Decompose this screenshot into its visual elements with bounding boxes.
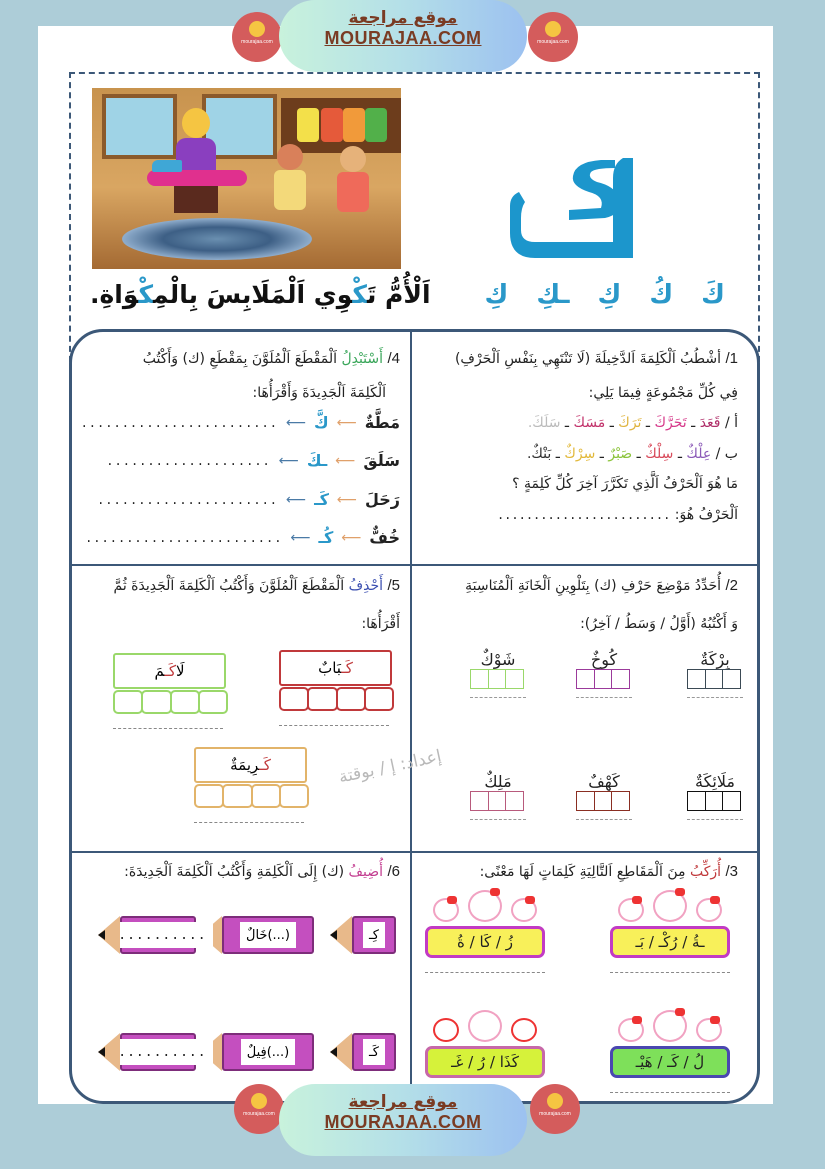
ex1-answer-label: اَلْحَرْفُ هُوَ: — [674, 506, 738, 523]
ex4-rows-1-syllable: ـكَ — [306, 451, 328, 471]
header-sentence-parts-0: اَلْأُمُّ تَ — [366, 280, 431, 309]
ex1-answer-blank: ........................ — [496, 507, 671, 522]
grid-divider-vertical — [410, 330, 412, 1102]
exercise-4-row[interactable] — [95, 446, 400, 476]
exercise-2-word[interactable] — [468, 650, 528, 698]
author-watermark: إعداد: إ / بوقتة — [337, 746, 444, 788]
ex3-plates-1-text: زُ / كَا / ةُ — [425, 926, 545, 958]
ex2-title: أُحَدِّدُ مَوْضِعَ حَرْفِ (ك) بِتَلْوِينِ اَلْخَانَةِ اَلْمُنَاسِبَةِ — [465, 578, 722, 594]
ex6-rows-0-word: (...)خَالٌ — [240, 922, 296, 948]
ex6-rows-1-blank: ........... — [103, 1039, 212, 1065]
ex6-rows-1-word: (...)فِيلٌ — [241, 1039, 296, 1065]
letter-boxes — [685, 669, 745, 689]
site-banner-top[interactable] — [279, 0, 527, 72]
ex5-cards-1-pre: لَا — [175, 662, 185, 680]
iron-icon — [152, 160, 182, 172]
exercise-3-plate[interactable] — [425, 898, 545, 963]
exercise-2-word[interactable] — [685, 650, 745, 698]
header-sentence-parts-2: وِي اَلْمَلَابِسَ بِالْمِ — [153, 280, 353, 309]
ex5-title-num: 5/ — [387, 577, 400, 594]
ex4-rows-0-blank: ........................ — [80, 415, 278, 430]
header-letter-forms-0: كَ — [701, 280, 725, 310]
book-icon — [547, 1093, 563, 1109]
exercise-3-plate[interactable] — [610, 1018, 730, 1083]
ex1-line2: فِي كُلِّ مَجْمُوعَةٍ فِيمَا يَلِي: — [588, 384, 738, 401]
ex2-words-0-text: بِرْكَةٌ — [700, 650, 730, 669]
site-banner-domain: MOURAJAA.COM — [324, 1112, 482, 1132]
ex4-verb: أَسْتَبْدِلُ — [341, 351, 384, 367]
site-logo-left[interactable] — [232, 12, 282, 62]
exercise-2-word[interactable] — [468, 772, 528, 820]
pencil-word — [200, 916, 314, 954]
exercise-3 — [420, 858, 738, 887]
exercise-2 — [420, 572, 738, 637]
arrow-left-icon: ⟵ — [278, 453, 299, 470]
site-banner-logo-caption-en: mourajaa.com — [241, 39, 273, 45]
letter-boxes — [468, 791, 528, 811]
site-banner-domain: MOURAJAA.COM — [324, 28, 482, 48]
ex2-words-1-text: كُوخٌ — [590, 650, 618, 669]
grid-divider-row1 — [70, 564, 760, 566]
pencil-answer-input[interactable] — [98, 1033, 207, 1071]
ex4-rows-3-syllable: كُـ — [318, 528, 334, 548]
ex5-cards-2-hl: كَـ — [259, 756, 271, 774]
arrow-left-icon: ⟵ — [285, 414, 307, 431]
ex4-rows-1-word: سَلَقَ — [363, 451, 400, 471]
site-logo-left-bottom[interactable] — [234, 1084, 284, 1134]
exercise-1-word[interactable]: صَبْرٌ — [608, 445, 633, 462]
exercise-3-plate[interactable] — [610, 898, 730, 963]
exercise-4 — [80, 345, 400, 554]
letter-boxes — [574, 669, 634, 689]
ex1-question: مَا هُوَ اَلْحَرْفُ اَلَّذِي تَكَرَّرَ آخِرَ كُلِّ كَلِمَةٍ ؟ — [512, 476, 738, 493]
letter-boxes — [574, 791, 634, 811]
ex4-rows-3-blank: ........................ — [85, 531, 283, 546]
kitty-decoration-icon — [610, 1018, 730, 1046]
exercise-1-word[interactable]: عِلْكٌ — [686, 445, 712, 462]
ex2-title-num: 2/ — [725, 577, 738, 594]
ex1-title: أشْطُبُ اَلْكَلِمَةَ اَلدَّخِيلَةَ (لَا تَنْتَهِي بِنَفْسِ اَلْحَرْفِ) — [454, 351, 722, 367]
ex3-verb: أُرَكِّبُ — [689, 864, 722, 880]
exercise-1-word[interactable]: ب / — [715, 445, 738, 462]
exercise-5-card[interactable] — [279, 650, 392, 726]
exercise-1-word[interactable]: تَرَكَ — [618, 415, 642, 432]
ex3-plates-2-text: لُ / كَـ / هَيْـ — [610, 1046, 730, 1078]
ex3-title-rest: مِنَ اَلْمَقَاطِعِ اَلتَّالِيَةِ كَلِمَاتٍ لَهَا مَعْنًى: — [479, 864, 686, 880]
ex4-rows-2-syllable: كَـ — [314, 489, 329, 509]
ex6-title-num: 6/ — [387, 863, 400, 880]
exercise-1-group-a[interactable]: أ / قَعَدَ ـ تَحَرَّكَ ـ تَرَكَ ـ مَسَكَ ـ سَلَكَ. — [527, 415, 738, 432]
arrow-left-icon: ⟵ — [341, 530, 362, 547]
exercise-3-plate[interactable] — [425, 1018, 545, 1083]
ex5-cards-0-hl: كَـ — [341, 659, 353, 677]
ex4-rows-2-blank: ...................... — [97, 492, 279, 507]
exercise-4-title — [95, 345, 400, 374]
ex3-plates-3-text: كَذَا / رُ / غَـ — [425, 1046, 545, 1078]
letter-forms — [485, 280, 725, 310]
site-banner-arabic: موقع مراجعة — [348, 1092, 458, 1112]
exercise-1-word[interactable]: سِلْكٌ — [645, 445, 674, 462]
letter-boxes — [685, 791, 745, 811]
site-banner-logo-caption-en: mourajaa.com — [537, 39, 569, 45]
site-logo-right-bottom[interactable] — [530, 1084, 580, 1134]
ex4-rows-2-word: رَحَلَ — [364, 489, 400, 509]
arrow-left-icon: ⟵ — [336, 414, 357, 431]
pencil-syllable — [330, 1033, 396, 1071]
ex6-rows-1-syllable: كَـ — [363, 1039, 385, 1065]
ex2-words-4-text: كَهْفٌ — [588, 772, 620, 791]
header-letter-forms-1: كُ — [649, 280, 674, 310]
ex5-title-rest: اَلْمَقْطَعَ اَلْمُلَوَّنَ وَأَكْتُبُ اَلْكَلِمَةَ اَلْجَدِيدَةَ ثُمَّ — [113, 578, 345, 594]
site-logo-right[interactable] — [528, 12, 578, 62]
ex5-verb: أَحْذِفُ — [348, 578, 384, 594]
ex2-words-2-text: شَوْكٌ — [480, 650, 516, 669]
exercise-2-title — [420, 572, 738, 601]
exercise-3-title — [420, 858, 738, 887]
site-banner-logo-caption-en: mourajaa.com — [243, 1111, 275, 1117]
exercise-4-row[interactable] — [95, 485, 400, 515]
exercise-1-word[interactable]: سِرْكٌ — [564, 445, 596, 462]
exercise-5-card[interactable] — [194, 747, 307, 823]
kitty-decoration-icon — [425, 898, 545, 926]
exercise-1-word[interactable]: بَنْكٌ. — [526, 445, 552, 462]
kitty-decoration-icon — [610, 898, 730, 926]
exercise-5 — [80, 572, 400, 637]
exercise-4-row[interactable] — [80, 408, 400, 438]
exercise-1-word[interactable]: تَحَرَّكَ — [654, 415, 687, 432]
pencil-word — [200, 1033, 314, 1071]
ex6-title-rest: (ك) إِلَى اَلْكَلِمَةِ وَأَكْتُبُ اَلْكَلِمَةَ اَلْجَدِيدَةَ: — [124, 864, 345, 880]
ex4-rows-1-blank: .................... — [106, 454, 271, 469]
header-sentence — [90, 280, 431, 309]
exercise-2-word[interactable] — [685, 772, 745, 820]
illustration-mother-ironing — [92, 88, 401, 269]
ex4-rows-3-word: خُفٌّ — [369, 528, 400, 548]
header-sentence-parts-3: كْ — [138, 280, 154, 309]
pencil-syllable — [330, 916, 396, 954]
ex2-line2: وَ أَكْتُبُهُ (أَوَّلُ / وَسَطُ / آخِرُ): — [580, 615, 738, 632]
ex4-title-rest: اَلْمَقْطَعَ اَلْمُلَوَّنَ بِمَقْطَعِ (ك) وَأَكْتُبُ — [142, 351, 337, 367]
header-letter-forms-2: كِ — [597, 280, 622, 310]
exercise-1-group-b[interactable]: ب / عِلْكٌ ـ سِلْكٌ ـ صَبْرٌ ـ سِرْكٌ ـ بَنْكٌ. — [526, 445, 738, 462]
ex5-cards-0-post: بَابٌ — [318, 659, 342, 677]
arrow-left-icon: ⟵ — [336, 491, 357, 508]
ex1-title-num: 1/ — [725, 350, 738, 367]
header-sentence-parts-4: وَاةِ. — [90, 280, 139, 309]
header-letter-forms-3: ـكِ — [536, 280, 570, 310]
exercise-6 — [95, 858, 400, 887]
ex4-title-num: 4/ — [387, 350, 400, 367]
ex3-title-num: 3/ — [725, 863, 738, 880]
book-icon — [545, 21, 561, 37]
exercise-5-card[interactable] — [113, 653, 226, 729]
book-icon — [249, 21, 265, 37]
exercise-1-word[interactable]: سَلَكَ. — [527, 415, 561, 432]
exercise-6-title — [95, 858, 400, 887]
ex5-cards-2-post: رِيمَةٌ — [230, 756, 260, 774]
ex6-rows-0-blank: ........... — [103, 922, 212, 948]
exercise-1-answer[interactable] — [420, 502, 738, 529]
site-banner-logo-caption-en: mourajaa.com — [539, 1111, 571, 1117]
ex5-line2: أَقْرَأُهَا: — [361, 615, 400, 632]
header-letter-forms-4: كِ — [484, 280, 509, 310]
ex2-words-5-text: مَلِكٌ — [484, 772, 512, 791]
exercise-1-title — [420, 345, 738, 374]
site-banner-arabic: موقع مراجعة — [348, 8, 458, 28]
arrow-left-icon: ⟵ — [286, 491, 307, 508]
ex4-rows-0-word: مَطَّةٌ — [364, 413, 400, 433]
ex6-rows-0-syllable: كِـ — [363, 922, 385, 948]
grid-divider-row2 — [70, 851, 760, 853]
exercise-1-word[interactable]: قَعَدَ — [699, 415, 721, 432]
ex6-verb: أُضِيفُ — [348, 864, 384, 880]
arrow-left-icon: ⟵ — [335, 453, 356, 470]
arrow-left-icon: ⟵ — [290, 530, 311, 547]
letter-boxes — [468, 669, 528, 689]
exercise-1 — [420, 345, 738, 528]
exercise-5-title — [80, 572, 400, 601]
exercise-2-word[interactable] — [574, 650, 634, 698]
ex4-line2: اَلْكَلِمَةَ اَلْجَدِيدَةَ وَأَقْرَأُهَا: — [252, 384, 386, 401]
ex5-cards-1-hl: كَـ — [164, 662, 176, 680]
ex2-words-3-text: مَلَائِكَةٌ — [695, 772, 735, 791]
exercise-4-row[interactable] — [85, 523, 400, 553]
ex5-cards-1-post: مَ — [154, 662, 165, 680]
ex4-rows-0-syllable: كَّ — [314, 413, 329, 433]
letter-kaf-icon — [505, 158, 635, 268]
exercise-1-word[interactable]: مَسَكَ — [573, 415, 606, 432]
header-sentence-parts-1: كْ — [352, 280, 367, 309]
ex3-plates-0-text: ـةُ / رُكْـ / بَـ — [610, 926, 730, 958]
site-banner-bottom[interactable] — [279, 1084, 527, 1156]
pencil-answer-input[interactable] — [98, 916, 207, 954]
exercise-1-word[interactable]: أ / — [724, 415, 738, 432]
exercise-2-word[interactable] — [574, 772, 634, 820]
melody-decoration-icon — [425, 1018, 545, 1046]
book-icon — [251, 1093, 267, 1109]
